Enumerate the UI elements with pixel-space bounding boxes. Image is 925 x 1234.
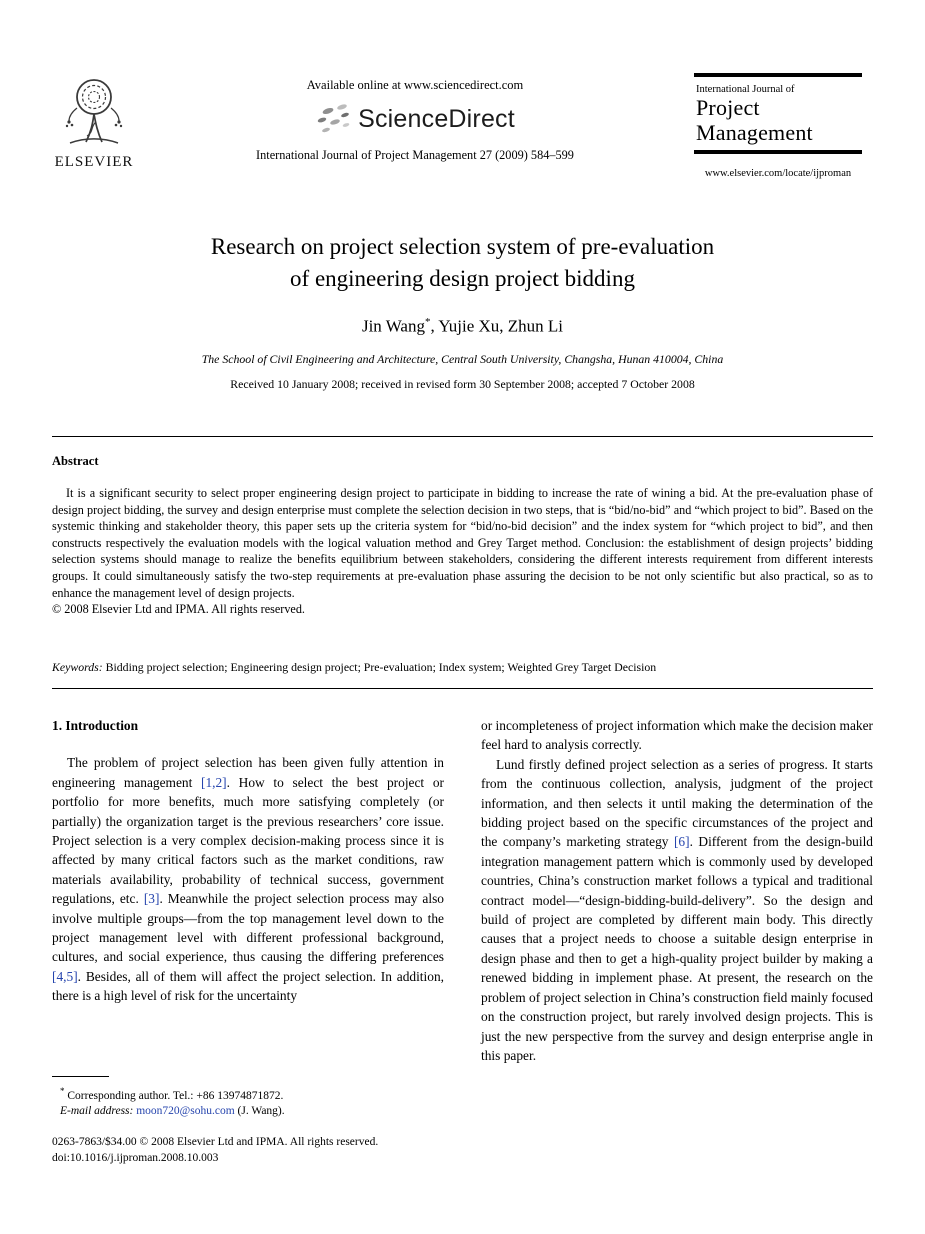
journal-locate-url: www.elsevier.com/locate/ijproman [704, 168, 852, 179]
sciencedirect-dots-icon [315, 102, 353, 136]
keywords-text: Bidding project selection; Engineering design project; Pre-evaluation; Index system; Weighted Grey Target Decision [102, 660, 657, 674]
abstract-text: It is a significant security to select proper engineering design project to participate in bidding to increase the rate of wining a bid. At the pre-evaluation phase of design project bidding, the survey and design enterprise must complete the selection decision in two steps, that is “bid/no-bid” and “which project to bid”. Based on the systemic thinking and stakeholder theory, this paper sets up the criteria system for “bid/no-bid decision” and the index system for “which project to bid”, and then constructs respectively the evaluation models with the logical valuation method and Grey Target method. Conclusion: the establishment of design projects’ bidding selection systems should manage to realize the benefits equilibrium between stakeholders, considering the different interests requirement from different interests groups. It could simultaneously satisfy the two-step requirements at pre-evaluation phase assuring the decision to be not only scientific but also practical, so as to enhance the management level of design projects. [52, 486, 873, 600]
corresponding-author-footnote: * Corresponding author. Tel.: +86 13974871872. [60, 1086, 284, 1102]
left-column [52, 716, 444, 1065]
elsevier-wordmark: ELSEVIER [54, 154, 134, 170]
doi-line: doi:10.1016/j.ijproman.2008.10.003 [52, 1152, 219, 1164]
email-label: E-mail address: [60, 1105, 134, 1118]
cover-kicker: International Journal of [696, 84, 795, 95]
article-title-line1: Research on project selection system of pre-evaluation [210, 234, 715, 259]
elsevier-tree-icon [57, 72, 131, 146]
right-column [481, 716, 873, 1065]
abstract-section [52, 454, 873, 618]
cover-title-line1: Project [696, 95, 760, 120]
cover-rule-top [694, 73, 862, 77]
cover-rule-bottom [694, 150, 862, 154]
sciencedirect-logo [235, 100, 595, 138]
journal-cover-block [694, 73, 862, 179]
corresponding-author-marker[interactable]: * [424, 316, 431, 328]
abstract-copyright: © 2008 Elsevier Ltd and IPMA. All rights reserved. [52, 602, 305, 617]
author-name: Jin Wang [361, 316, 425, 336]
elsevier-logo [52, 72, 136, 171]
email-footnote: E-mail address: moon720@sohu.com (J. Wang). [60, 1105, 285, 1118]
sciencedirect-wordmark: ScienceDirect [358, 104, 515, 133]
article-body [52, 716, 873, 1065]
footnote-rule [52, 1076, 109, 1077]
header-center [235, 78, 595, 163]
abstract-heading: Abstract [52, 454, 99, 468]
article-title-line2: of engineering design project bidding [290, 266, 635, 291]
intro-paragraph-1-continued: or incompleteness of project information which make the decision maker feel hard to analysis correctly. [481, 718, 873, 753]
keywords-label: Keywords: [52, 660, 103, 674]
issn-copyright-line: 0263-7863/$34.00 © 2008 Elsevier Ltd and IPMA. All rights reserved. [52, 1136, 379, 1148]
divider-rule-bottom [52, 688, 873, 689]
citation-link-4-5[interactable]: [4,5] [52, 968, 78, 984]
available-online-text: Available online at www.sciencedirect.com [306, 78, 524, 92]
intro-paragraph-2: Lund firstly defined project selection as a series of progress. It starts from the continuous collection, analysis, judgment of the project information, and then selects it until making the determination of the bidding project based on the specific circumstances of the project and the company’s marketing strategy [6]. Different from the design-build integration management pattern which is commonly used by developed countries, China’s construction market follows a typical and traditional contract model—“design-bidding-build-delivery”. So the design and build of project are completed by different main body. This directly causes that a project needs to choose a suitable design enterprise in design phase and then to get a high-quality project builder by making a renewed bidding in implement phase. At present, the research on the problem of project selection in China’s construction field mainly focused on the construction project, but rarely involved design projects. This is just the new perspective from the survey and design enterprise angle in this paper. [481, 756, 873, 1063]
author-list [0, 316, 925, 337]
journal-citation: International Journal of Project Management 27 (2009) 584–599 [256, 148, 574, 162]
imprint-block [52, 1134, 378, 1166]
article-history: Received 10 January 2008; received in revised form 30 September 2008; accepted 7 October 2008 [230, 377, 695, 391]
author-names-rest: , Yujie Xu, Zhun Li [430, 316, 564, 336]
email-link[interactable]: moon720@sohu.com [133, 1105, 235, 1118]
citation-link-3[interactable]: [3] [143, 891, 160, 907]
citation-link-1-2[interactable]: [1,2] [200, 774, 227, 790]
citation-link-6[interactable]: [6] [673, 834, 690, 850]
article-title [0, 231, 925, 295]
divider-rule-top [52, 436, 873, 437]
affiliation: The School of Civil Engineering and Architecture, Central South University, Changsha, Hunan 410004, China [201, 352, 724, 366]
section-heading-introduction: 1. Introduction [52, 718, 139, 733]
intro-paragraph-1: The problem of project selection has been given fully attention in engineering management [1,2]. How to select the best project or portfolio for more benefits, much more satisfying completely (or partially) the organization target is the previous researchers’ core issue. Project selection is a very complex decision-making process since it is affected by many critical factors such as the market conditions, raw materials availability, probability of technical success, government regulations, etc. [3]. Meanwhile the project selection process may also involve multiple groups—from the top management level down to the project management level with different professional background, cultures, and social experience, thus causing the differing preferences [4,5]. Besides, all of them will affect the project selection. In addition, there is a high level of risk for the uncertainty [52, 755, 445, 1004]
cover-title-line2: Management [696, 120, 813, 145]
footnote-block [52, 1076, 444, 1120]
keywords-line [52, 660, 873, 675]
